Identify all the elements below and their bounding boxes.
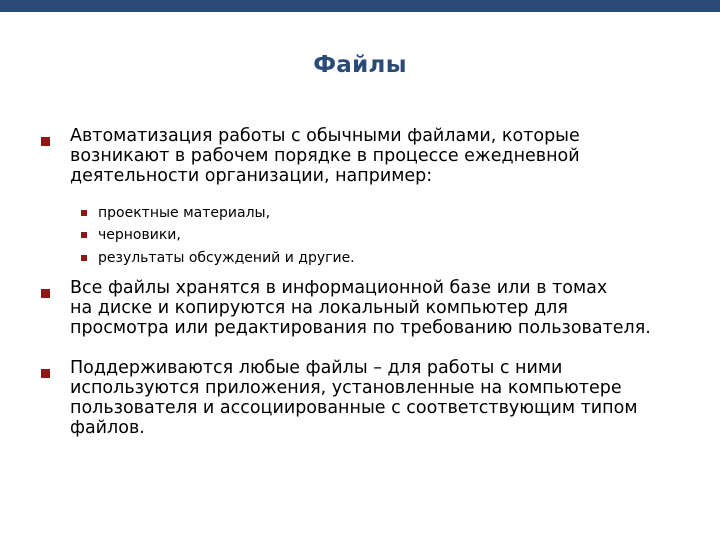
- slide-title: Файлы: [313, 52, 407, 78]
- text-line: просмотра или редактирования по требованию пользователя.: [70, 318, 651, 338]
- text-line: используются приложения, установленные на компьютере: [70, 378, 622, 398]
- square-bullet-icon: [81, 255, 87, 261]
- text-line: Все файлы хранятся в информационной базе или в томах: [70, 278, 608, 298]
- square-bullet-icon: [41, 137, 50, 146]
- bullet-text: [70, 358, 660, 438]
- bullet-text: [70, 278, 660, 338]
- text-line: Поддерживаются любые файлы – для работы с ними: [70, 358, 563, 378]
- text-line: Автоматизация работы с обычными файлами, которые: [70, 126, 580, 146]
- text-line: файлов.: [70, 418, 145, 438]
- text-line: деятельности организации, например:: [70, 166, 433, 186]
- text-line: возникают в рабочем порядке в процессе ежедневной: [70, 146, 580, 166]
- sub-bullet-text: результаты обсуждений и другие.: [98, 250, 355, 266]
- bullet-text: [70, 126, 660, 186]
- square-bullet-icon: [41, 369, 50, 378]
- text-line: пользователя и ассоциированные с соответствующим типом: [70, 398, 638, 418]
- square-bullet-icon: [41, 289, 50, 298]
- text-line: на диске и копируются на локальный компьютер для: [70, 298, 568, 318]
- sub-bullet-text: черновики,: [98, 227, 181, 243]
- sub-bullet-text: проектные материалы,: [98, 205, 271, 221]
- square-bullet-icon: [81, 210, 87, 216]
- square-bullet-icon: [81, 232, 87, 238]
